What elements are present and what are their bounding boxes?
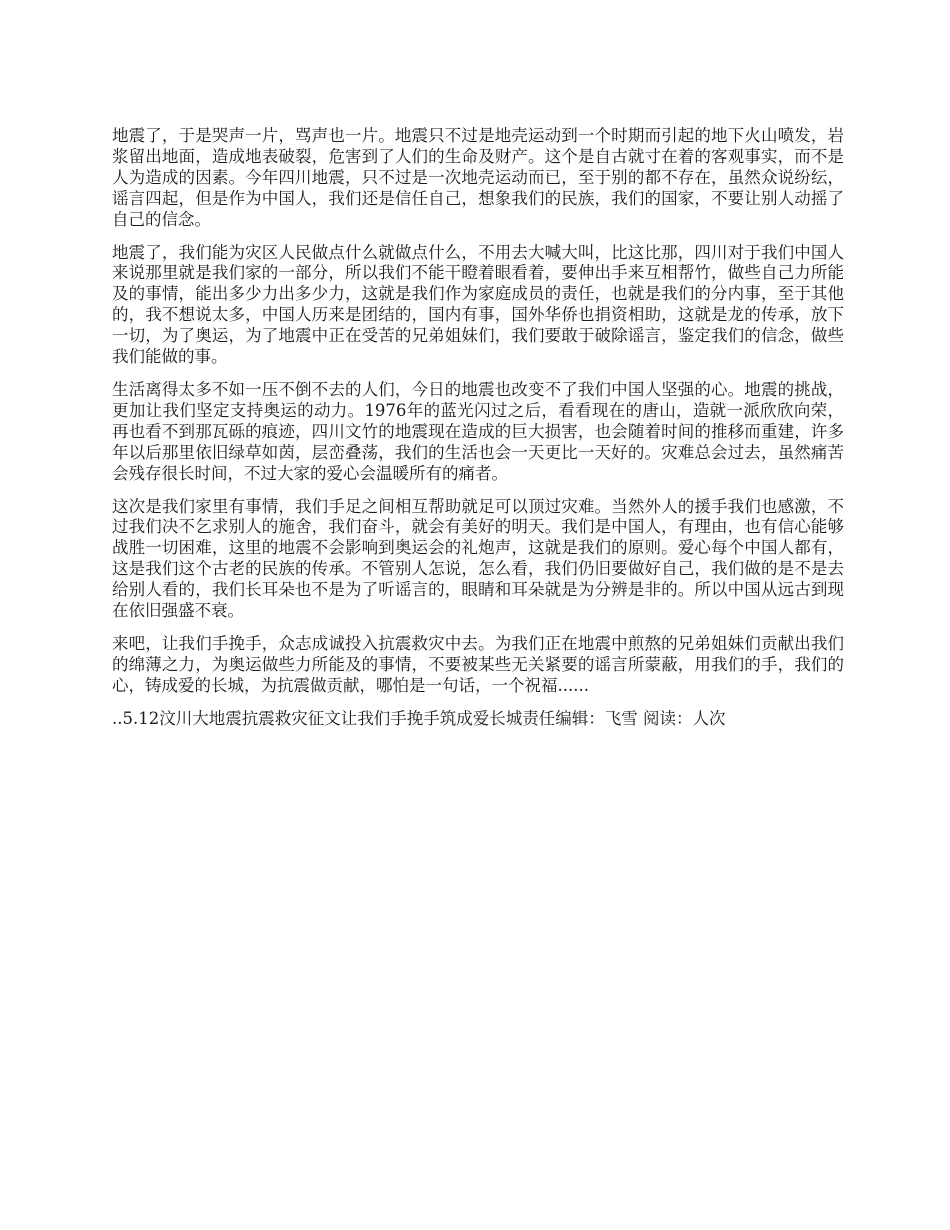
article-footer: ..5.12汶川大地震抗震救灾征文让我们手挽手筑成爱长城责任编辑：飞雪 阅读：人次 bbox=[112, 708, 726, 728]
paragraph-4: 这次是我们家里有事情，我们手足之间相互帮助就足可以顶过灾难。当然外人的援手我们也感激，不过我们决不乞求别人的施舍，我们奋斗，就会有美好的明天。我们是中国人，有理由，也有信心能够战胜一切困难，这里的地震不会影响到奥运会的礼炮声，这就是我们的原则。爱心每个中国人都有，这是我们这个古老的民族的传承。不管别人怎说，怎么看，我们仍旧要做好自己，我们做的是不是去给别人看的，我们长耳朵也不是为了听谣言的，眼睛和耳朵就是为分辨是非的。所以中国从远古到现在依旧强盛不衰。 bbox=[112, 496, 844, 621]
paragraph-3: 生活离得太多不如一压不倒不去的人们，今日的地震也改变不了我们中国人坚强的心。地震的挑战，更加让我们坚定支持奥运的动力。1976年的蓝光闪过之后，看看现在的唐山，造就一派欣欣向荣，再也看不到那瓦砾的痕迹，四川文竹的地震现在造成的巨大损害，也会随着时间的推移而重建，许多年以后那里依旧绿草如茵，层峦叠荡，我们的生活也会一天更比一天好的。灾难总会过去，虽然痛苦会残存很长时间，不过大家的爱心会温暖所有的痛者。 bbox=[112, 379, 844, 483]
document-body bbox=[112, 126, 844, 730]
paragraph-1: 地震了，于是哭声一片，骂声也一片。地震只不过是地壳运动到一个时期而引起的地下火山喷发，岩浆留出地面，造成地表破裂，危害到了人们的生命及财产。这个是自古就寸在着的客观事实，而不是人为造成的因素。今年四川地震，只不过是一次地壳运动而已，至于别的都不存在，虽然众说纷纭，谣言四起，但是作为中国人，我们还是信任自己，想象我们的民族，我们的国家，不要让别人动摇了自己的信念。 bbox=[112, 126, 844, 229]
paragraph-5: 来吧，让我们手挽手，众志成诚投入抗震救灾中去。为我们正在地震中煎熬的兄弟姐妹们贡献出我们的绵薄之力，为奥运做些力所能及的事情，不要被某些无关紧要的谣言所蒙蔽，用我们的手，我们的心，铸成爱的长城，为抗震做贡献，哪怕是一句话，一个祝福...... bbox=[112, 633, 844, 695]
paragraph-2: 地震了，我们能为灾区人民做点什么就做点什么，不用去大喊大叫，比这比那，四川对于我们中国人来说那里就是我们家的一部分，所以我们不能干瞪着眼看着，要伸出手来互相帮竹，做些自己力所能及的事情，能出多少力出多少力，这就是我们作为家庭成员的责任，也就是我们的分内事，至于其他的，我不想说太多，中国人历来是团结的，国内有事，国外华侨也捐资相助，这就是龙的传承，放下一切，为了奥运，为了地震中正在受苦的兄弟姐妹们，我们要敢于破除谣言，鉴定我们的信念，做些我们能做的事。 bbox=[112, 242, 844, 367]
